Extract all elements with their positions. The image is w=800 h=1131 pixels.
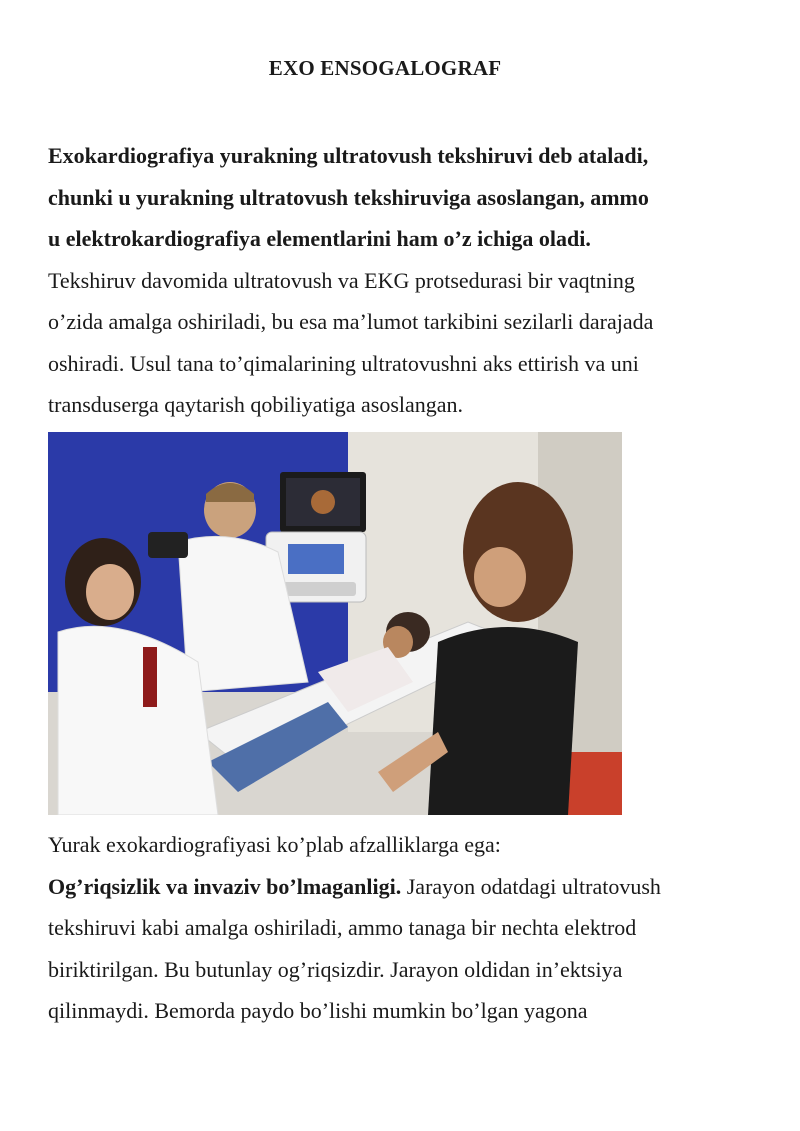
intro-line: transduserga qaytarish qobiliyatiga asoslangan.	[48, 392, 464, 417]
advantage-line: biriktirilgan. Bu butunlay og’riqsizdir. Jarayon oldidan in’ektsiya	[48, 956, 623, 982]
advantage-title: Og’riqsizlik va invaziv bo’lmaganligi.	[48, 873, 402, 899]
advantage-line: qilinmaydi. Bemorda paydo bo’lishi mumkin bo’lgan yagona	[48, 998, 588, 1023]
intro-bold-line: u elektrokardiografiya elementlarini ham o’z ichiga oladi.	[48, 226, 591, 251]
intro-line: o’zida amalga oshiriladi, bu esa ma’lumot tarkibini sezilarli darajada	[48, 309, 654, 334]
echocardiography-photo	[48, 432, 622, 815]
intro-line: oshiradi. Usul tana to’qimalarining ultratovushni aks ettirish va uni	[48, 350, 639, 376]
intro-paragraph	[48, 135, 748, 426]
intro-bold-line: Exokardiografiya yurakning ultratovush tekshiruvi deb ataladi,	[48, 143, 649, 168]
document-title: EXO ENSOGALOGRAF	[268, 56, 502, 80]
advantage-line	[48, 866, 748, 908]
advantages-paragraph	[48, 824, 748, 1032]
intro-bold-line: chunki u yurakning ultratovush tekshiruviga asoslangan, ammo	[48, 184, 649, 210]
intro-line: Tekshiruv davomida ultratovush va EKG protsedurasi bir vaqtning	[48, 267, 635, 293]
advantage-text: Jarayon odatdagi ultratovush	[401, 873, 661, 899]
advantage-line: tekshiruvi kabi amalga oshiriladi, ammo tanaga bir nechta elektrod	[48, 915, 637, 940]
advantages-heading: Yurak exokardiografiyasi ko’plab afzalliklarga ega:	[48, 832, 501, 857]
